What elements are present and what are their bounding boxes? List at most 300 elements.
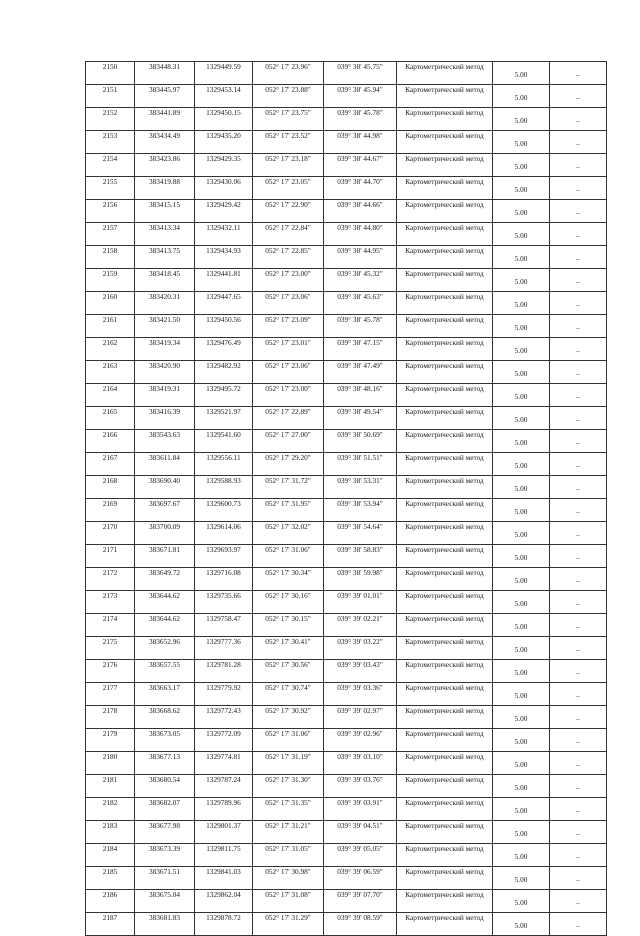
point-number-cell: 2156: [86, 200, 135, 223]
method-cell: Картометрический метод: [397, 729, 493, 752]
coordinate-x-cell: 383657.55: [135, 660, 195, 683]
method-cell: Картометрический метод: [397, 844, 493, 867]
point-number-cell: 2159: [86, 269, 135, 292]
method-cell: Картометрический метод: [397, 683, 493, 706]
coordinate-x-cell: 383413.34: [135, 223, 195, 246]
method-cell: Картометрический метод: [397, 867, 493, 890]
coordinate-x-cell: 383445.97: [135, 85, 195, 108]
note-cell: –: [550, 338, 607, 361]
point-number-cell: 2161: [86, 315, 135, 338]
note-cell: –: [550, 913, 607, 936]
coordinate-y-cell: 1329588.93: [195, 476, 253, 499]
longitude-cell: 039° 38' 45.78": [324, 108, 397, 131]
accuracy-cell: 5.00: [493, 913, 550, 936]
table-row: [86, 338, 607, 361]
coordinate-x-cell: 383682.07: [135, 798, 195, 821]
note-cell: –: [550, 292, 607, 315]
table-row: [86, 85, 607, 108]
point-number-cell: 2163: [86, 361, 135, 384]
point-number-cell: 2175: [86, 637, 135, 660]
table-row: [86, 223, 607, 246]
method-cell: Картометрический метод: [397, 706, 493, 729]
note-cell: –: [550, 545, 607, 568]
coordinate-y-cell: 1329441.81: [195, 269, 253, 292]
coordinate-x-cell: 383681.83: [135, 913, 195, 936]
coordinate-y-cell: 1329600.73: [195, 499, 253, 522]
accuracy-cell: 5.00: [493, 223, 550, 246]
longitude-cell: 039° 38' 45.63": [324, 292, 397, 315]
coordinate-x-cell: 383700.09: [135, 522, 195, 545]
method-cell: Картометрический метод: [397, 338, 493, 361]
method-cell: Картометрический метод: [397, 62, 493, 85]
latitude-cell: 052° 17' 22.84": [253, 223, 324, 246]
accuracy-cell: 5.00: [493, 752, 550, 775]
accuracy-cell: 5.00: [493, 384, 550, 407]
point-number-cell: 2160: [86, 292, 135, 315]
coordinate-x-cell: 383418.45: [135, 269, 195, 292]
latitude-cell: 052° 17' 23.18": [253, 154, 324, 177]
coordinate-y-cell: 1329482.92: [195, 361, 253, 384]
table-row: [86, 522, 607, 545]
coordinate-x-cell: 383434.49: [135, 131, 195, 154]
method-cell: Картометрический метод: [397, 108, 493, 131]
coordinate-x-cell: 383421.50: [135, 315, 195, 338]
coordinate-y-cell: 1329541.60: [195, 430, 253, 453]
longitude-cell: 039° 39' 03.91": [324, 798, 397, 821]
point-number-cell: 2171: [86, 545, 135, 568]
point-number-cell: 2155: [86, 177, 135, 200]
point-number-cell: 2150: [86, 62, 135, 85]
table-row: [86, 913, 607, 936]
note-cell: –: [550, 614, 607, 637]
longitude-cell: 039° 38' 45.32": [324, 269, 397, 292]
method-cell: Картометрический метод: [397, 522, 493, 545]
latitude-cell: 052° 17' 32.02": [253, 522, 324, 545]
note-cell: –: [550, 177, 607, 200]
table-row: [86, 430, 607, 453]
accuracy-cell: 5.00: [493, 614, 550, 637]
latitude-cell: 052° 17' 23.88": [253, 85, 324, 108]
latitude-cell: 052° 17' 31.05": [253, 844, 324, 867]
table-row: [86, 890, 607, 913]
longitude-cell: 039° 38' 45.94": [324, 85, 397, 108]
point-number-cell: 2158: [86, 246, 135, 269]
latitude-cell: 052° 17' 31.21": [253, 821, 324, 844]
longitude-cell: 039° 39' 03.10": [324, 752, 397, 775]
accuracy-cell: 5.00: [493, 591, 550, 614]
longitude-cell: 039° 39' 02.97": [324, 706, 397, 729]
latitude-cell: 052° 17' 30.98": [253, 867, 324, 890]
coordinate-y-cell: 1329556.11: [195, 453, 253, 476]
note-cell: –: [550, 453, 607, 476]
accuracy-cell: 5.00: [493, 867, 550, 890]
method-cell: Картометрический метод: [397, 361, 493, 384]
table-row: [86, 453, 607, 476]
note-cell: –: [550, 85, 607, 108]
point-number-cell: 2154: [86, 154, 135, 177]
method-cell: Картометрический метод: [397, 568, 493, 591]
method-cell: Картометрический метод: [397, 430, 493, 453]
table-row: [86, 384, 607, 407]
coordinate-y-cell: 1329614.06: [195, 522, 253, 545]
longitude-cell: 039° 38' 44.98": [324, 131, 397, 154]
coordinate-y-cell: 1329450.15: [195, 108, 253, 131]
coordinate-x-cell: 383673.05: [135, 729, 195, 752]
accuracy-cell: 5.00: [493, 62, 550, 85]
point-number-cell: 2174: [86, 614, 135, 637]
coordinate-x-cell: 383663.17: [135, 683, 195, 706]
point-number-cell: 2180: [86, 752, 135, 775]
table-row: [86, 706, 607, 729]
point-number-cell: 2152: [86, 108, 135, 131]
accuracy-cell: 5.00: [493, 338, 550, 361]
coordinate-y-cell: 1329693.97: [195, 545, 253, 568]
coordinate-y-cell: 1329735.66: [195, 591, 253, 614]
table-row: [86, 269, 607, 292]
point-number-cell: 2182: [86, 798, 135, 821]
note-cell: –: [550, 522, 607, 545]
longitude-cell: 039° 38' 47.15": [324, 338, 397, 361]
method-cell: Картометрический метод: [397, 85, 493, 108]
longitude-cell: 039° 38' 51.51": [324, 453, 397, 476]
note-cell: –: [550, 361, 607, 384]
latitude-cell: 052° 17' 22.85": [253, 246, 324, 269]
latitude-cell: 052° 17' 22.90": [253, 200, 324, 223]
accuracy-cell: 5.00: [493, 430, 550, 453]
longitude-cell: 039° 39' 02.21": [324, 614, 397, 637]
latitude-cell: 052° 17' 31.72": [253, 476, 324, 499]
point-number-cell: 2153: [86, 131, 135, 154]
latitude-cell: 052° 17' 22.89": [253, 407, 324, 430]
table-row: [86, 315, 607, 338]
coordinate-x-cell: 383441.89: [135, 108, 195, 131]
longitude-cell: 039° 39' 03.43": [324, 660, 397, 683]
accuracy-cell: 5.00: [493, 108, 550, 131]
method-cell: Картометрический метод: [397, 177, 493, 200]
point-number-cell: 2184: [86, 844, 135, 867]
longitude-cell: 039° 39' 04.51": [324, 821, 397, 844]
latitude-cell: 052° 17' 23.00": [253, 269, 324, 292]
method-cell: Картометрический метод: [397, 269, 493, 292]
point-number-cell: 2167: [86, 453, 135, 476]
point-number-cell: 2179: [86, 729, 135, 752]
accuracy-cell: 5.00: [493, 706, 550, 729]
longitude-cell: 039° 39' 03.76": [324, 775, 397, 798]
latitude-cell: 052° 17' 30.92": [253, 706, 324, 729]
longitude-cell: 039° 39' 08.59": [324, 913, 397, 936]
table-row: [86, 499, 607, 522]
point-number-cell: 2173: [86, 591, 135, 614]
table-row: [86, 361, 607, 384]
method-cell: Картометрический метод: [397, 637, 493, 660]
table-row: [86, 591, 607, 614]
latitude-cell: 052° 17' 31.29": [253, 913, 324, 936]
point-number-cell: 2170: [86, 522, 135, 545]
latitude-cell: 052° 17' 30.41": [253, 637, 324, 660]
table-row: [86, 752, 607, 775]
method-cell: Картометрический метод: [397, 292, 493, 315]
note-cell: –: [550, 246, 607, 269]
coordinate-y-cell: 1329777.36: [195, 637, 253, 660]
table-row: [86, 683, 607, 706]
method-cell: Картометрический метод: [397, 591, 493, 614]
method-cell: Картометрический метод: [397, 545, 493, 568]
accuracy-cell: 5.00: [493, 246, 550, 269]
coordinates-table: [85, 61, 607, 936]
note-cell: –: [550, 384, 607, 407]
longitude-cell: 039° 38' 45.78": [324, 315, 397, 338]
note-cell: –: [550, 315, 607, 338]
coordinate-y-cell: 1329801.37: [195, 821, 253, 844]
coordinate-y-cell: 1329447.65: [195, 292, 253, 315]
table-row: [86, 844, 607, 867]
latitude-cell: 052° 17' 23.09": [253, 315, 324, 338]
longitude-cell: 039° 39' 05.05": [324, 844, 397, 867]
method-cell: Картометрический метод: [397, 798, 493, 821]
note-cell: –: [550, 706, 607, 729]
latitude-cell: 052° 17' 27.00": [253, 430, 324, 453]
latitude-cell: 052° 17' 30.16": [253, 591, 324, 614]
table-row: [86, 821, 607, 844]
note-cell: –: [550, 154, 607, 177]
point-number-cell: 2187: [86, 913, 135, 936]
note-cell: –: [550, 821, 607, 844]
accuracy-cell: 5.00: [493, 568, 550, 591]
coordinate-x-cell: 383668.62: [135, 706, 195, 729]
point-number-cell: 2165: [86, 407, 135, 430]
coordinate-x-cell: 383423.86: [135, 154, 195, 177]
accuracy-cell: 5.00: [493, 131, 550, 154]
accuracy-cell: 5.00: [493, 476, 550, 499]
latitude-cell: 052° 17' 23.52": [253, 131, 324, 154]
latitude-cell: 052° 17' 30.74": [253, 683, 324, 706]
point-number-cell: 2185: [86, 867, 135, 890]
point-number-cell: 2157: [86, 223, 135, 246]
accuracy-cell: 5.00: [493, 637, 550, 660]
longitude-cell: 039° 38' 45.75": [324, 62, 397, 85]
accuracy-cell: 5.00: [493, 729, 550, 752]
table-row: [86, 407, 607, 430]
table-row: [86, 798, 607, 821]
longitude-cell: 039° 39' 02.96": [324, 729, 397, 752]
coordinate-x-cell: 383419.88: [135, 177, 195, 200]
table-row: [86, 568, 607, 591]
point-number-cell: 2168: [86, 476, 135, 499]
table-row: [86, 545, 607, 568]
note-cell: –: [550, 200, 607, 223]
method-cell: Картометрический метод: [397, 752, 493, 775]
accuracy-cell: 5.00: [493, 821, 550, 844]
accuracy-cell: 5.00: [493, 522, 550, 545]
latitude-cell: 052° 17' 29.20": [253, 453, 324, 476]
latitude-cell: 052° 17' 23.75": [253, 108, 324, 131]
accuracy-cell: 5.00: [493, 200, 550, 223]
note-cell: –: [550, 407, 607, 430]
accuracy-cell: 5.00: [493, 85, 550, 108]
note-cell: –: [550, 499, 607, 522]
method-cell: Картометрический метод: [397, 890, 493, 913]
accuracy-cell: 5.00: [493, 269, 550, 292]
accuracy-cell: 5.00: [493, 683, 550, 706]
accuracy-cell: 5.00: [493, 292, 550, 315]
note-cell: –: [550, 890, 607, 913]
note-cell: –: [550, 62, 607, 85]
method-cell: Картометрический метод: [397, 499, 493, 522]
longitude-cell: 039° 38' 44.95": [324, 246, 397, 269]
latitude-cell: 052° 17' 31.06": [253, 545, 324, 568]
coordinate-x-cell: 383697.67: [135, 499, 195, 522]
coordinate-x-cell: 383671.51: [135, 867, 195, 890]
latitude-cell: 052° 17' 31.95": [253, 499, 324, 522]
accuracy-cell: 5.00: [493, 407, 550, 430]
longitude-cell: 039° 38' 54.64": [324, 522, 397, 545]
coordinate-y-cell: 1329841.03: [195, 867, 253, 890]
coordinate-x-cell: 383413.75: [135, 246, 195, 269]
table-body: [86, 62, 607, 936]
table-row: [86, 867, 607, 890]
table-row: [86, 614, 607, 637]
latitude-cell: 052° 17' 31.35": [253, 798, 324, 821]
table-row: [86, 775, 607, 798]
longitude-cell: 039° 38' 58.83": [324, 545, 397, 568]
accuracy-cell: 5.00: [493, 453, 550, 476]
coordinate-x-cell: 383611.84: [135, 453, 195, 476]
accuracy-cell: 5.00: [493, 545, 550, 568]
table-row: [86, 154, 607, 177]
note-cell: –: [550, 269, 607, 292]
note-cell: –: [550, 568, 607, 591]
coordinate-x-cell: 383416.39: [135, 407, 195, 430]
method-cell: Картометрический метод: [397, 614, 493, 637]
coordinate-y-cell: 1329811.75: [195, 844, 253, 867]
note-cell: –: [550, 867, 607, 890]
accuracy-cell: 5.00: [493, 844, 550, 867]
method-cell: Картометрический метод: [397, 660, 493, 683]
table-row: [86, 177, 607, 200]
table-row: [86, 637, 607, 660]
latitude-cell: 052° 17' 23.05": [253, 177, 324, 200]
coordinate-x-cell: 383448.31: [135, 62, 195, 85]
note-cell: –: [550, 223, 607, 246]
accuracy-cell: 5.00: [493, 361, 550, 384]
coordinate-y-cell: 1329429.42: [195, 200, 253, 223]
coordinate-x-cell: 383680.54: [135, 775, 195, 798]
note-cell: –: [550, 131, 607, 154]
method-cell: Картометрический метод: [397, 453, 493, 476]
accuracy-cell: 5.00: [493, 315, 550, 338]
longitude-cell: 039° 38' 53.94": [324, 499, 397, 522]
coordinate-y-cell: 1329453.14: [195, 85, 253, 108]
latitude-cell: 052° 17' 30.34": [253, 568, 324, 591]
method-cell: Картометрический метод: [397, 913, 493, 936]
method-cell: Картометрический метод: [397, 246, 493, 269]
coordinate-y-cell: 1329774.81: [195, 752, 253, 775]
longitude-cell: 039° 38' 59.98": [324, 568, 397, 591]
coordinate-y-cell: 1329862.04: [195, 890, 253, 913]
table-row: [86, 246, 607, 269]
table-row: [86, 292, 607, 315]
point-number-cell: 2162: [86, 338, 135, 361]
table-row: [86, 729, 607, 752]
coordinate-y-cell: 1329434.93: [195, 246, 253, 269]
method-cell: Картометрический метод: [397, 821, 493, 844]
note-cell: –: [550, 775, 607, 798]
accuracy-cell: 5.00: [493, 499, 550, 522]
coordinate-x-cell: 383690.40: [135, 476, 195, 499]
method-cell: Картометрический метод: [397, 154, 493, 177]
point-number-cell: 2176: [86, 660, 135, 683]
point-number-cell: 2164: [86, 384, 135, 407]
coordinate-y-cell: 1329716.08: [195, 568, 253, 591]
note-cell: –: [550, 660, 607, 683]
coordinate-y-cell: 1329772.09: [195, 729, 253, 752]
note-cell: –: [550, 729, 607, 752]
latitude-cell: 052° 17' 31.19": [253, 752, 324, 775]
coordinate-y-cell: 1329521.97: [195, 407, 253, 430]
longitude-cell: 039° 38' 44.67": [324, 154, 397, 177]
coordinate-x-cell: 383671.81: [135, 545, 195, 568]
latitude-cell: 052° 17' 31.08": [253, 890, 324, 913]
coordinate-y-cell: 1329779.92: [195, 683, 253, 706]
coordinate-x-cell: 383644.62: [135, 614, 195, 637]
point-number-cell: 2169: [86, 499, 135, 522]
method-cell: Картометрический метод: [397, 131, 493, 154]
longitude-cell: 039° 38' 53.31": [324, 476, 397, 499]
accuracy-cell: 5.00: [493, 775, 550, 798]
coordinate-y-cell: 1329432.11: [195, 223, 253, 246]
point-number-cell: 2166: [86, 430, 135, 453]
latitude-cell: 052° 17' 23.96": [253, 62, 324, 85]
coordinate-y-cell: 1329435.20: [195, 131, 253, 154]
table-row: [86, 660, 607, 683]
latitude-cell: 052° 17' 30.15": [253, 614, 324, 637]
table-row: [86, 62, 607, 85]
accuracy-cell: 5.00: [493, 660, 550, 683]
longitude-cell: 039° 38' 44.66": [324, 200, 397, 223]
method-cell: Картометрический метод: [397, 407, 493, 430]
longitude-cell: 039° 39' 06.59": [324, 867, 397, 890]
coordinate-y-cell: 1329449.59: [195, 62, 253, 85]
coordinate-y-cell: 1329758.47: [195, 614, 253, 637]
coordinate-x-cell: 383415.15: [135, 200, 195, 223]
latitude-cell: 052° 17' 23.01": [253, 338, 324, 361]
longitude-cell: 039° 38' 48.16": [324, 384, 397, 407]
coordinate-y-cell: 1329476.49: [195, 338, 253, 361]
table-row: [86, 200, 607, 223]
longitude-cell: 039° 39' 03.22": [324, 637, 397, 660]
method-cell: Картометрический метод: [397, 384, 493, 407]
coordinate-x-cell: 383675.04: [135, 890, 195, 913]
latitude-cell: 052° 17' 23.00": [253, 384, 324, 407]
coordinate-y-cell: 1329781.28: [195, 660, 253, 683]
latitude-cell: 052° 17' 31.06": [253, 729, 324, 752]
coordinate-x-cell: 383419.31: [135, 384, 195, 407]
coordinate-x-cell: 383677.13: [135, 752, 195, 775]
coordinate-x-cell: 383644.62: [135, 591, 195, 614]
note-cell: –: [550, 752, 607, 775]
point-number-cell: 2181: [86, 775, 135, 798]
accuracy-cell: 5.00: [493, 890, 550, 913]
accuracy-cell: 5.00: [493, 154, 550, 177]
longitude-cell: 039° 38' 47.49": [324, 361, 397, 384]
coordinate-x-cell: 383677.98: [135, 821, 195, 844]
coordinate-x-cell: 383649.72: [135, 568, 195, 591]
coordinate-x-cell: 383652.96: [135, 637, 195, 660]
point-number-cell: 2177: [86, 683, 135, 706]
note-cell: –: [550, 591, 607, 614]
note-cell: –: [550, 108, 607, 131]
method-cell: Картометрический метод: [397, 200, 493, 223]
